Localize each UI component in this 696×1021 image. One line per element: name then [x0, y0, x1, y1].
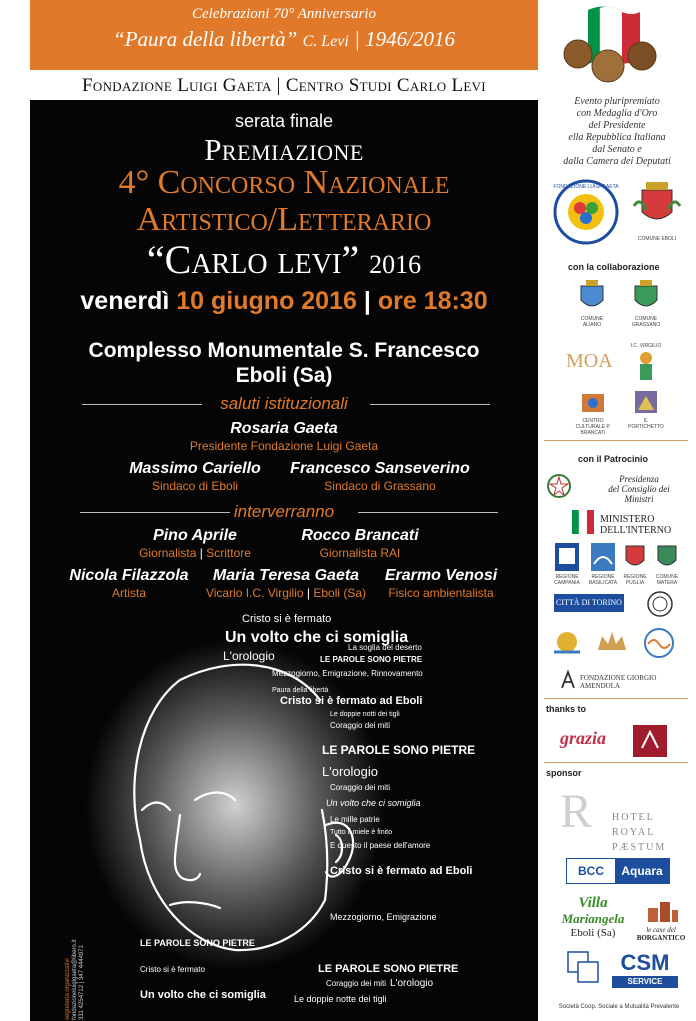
- speaker-rosaria-gaeta: [130, 420, 438, 453]
- portrait-word: Un volto che ci somiglia: [140, 989, 266, 1001]
- portrait-word: L'orologio: [223, 649, 275, 663]
- medal-right-icon: [628, 42, 656, 70]
- speaker-erarmo-venosi: [376, 567, 506, 600]
- portrait-word: Le mille patrie: [330, 815, 380, 824]
- comune-matera-crest: [656, 542, 678, 572]
- sidebar-divider: [544, 440, 688, 441]
- portrait-word: Cristo si è fermato: [140, 965, 205, 974]
- paura-title: “Paura della libertà”: [113, 27, 298, 51]
- speaker-role: Sindaco di Eboli: [151, 479, 239, 493]
- campania-caption: REGIONE CAMPANIA: [554, 574, 580, 586]
- date-divider: |: [363, 287, 371, 315]
- portrait-word: LE PAROLE SONO PIETRE: [322, 743, 476, 757]
- sponsor-heading: sponsor: [546, 768, 582, 778]
- medal-award-text: Evento pluripremiato con Medaglia d'Oro del Presidente ella Repubblica Italiana dal Senato e dalla Camera dei Deputati: [563, 96, 671, 167]
- amendola-logo-icon: [560, 670, 576, 690]
- speaker-name: Maria Teresa Gaeta: [212, 567, 360, 584]
- portrait-word: Mezzogiorno, Emigrazione, Rinnovamento: [272, 669, 423, 678]
- centro-culturale-caption: CENTRO CULTURALE P. BRANCATI: [575, 418, 611, 436]
- medals-flag-graphic: [560, 2, 675, 90]
- case-borgantico-text: le case del BORGANTICO: [636, 926, 686, 942]
- ministero-interno-text: MINISTERO DELL'INTERNO: [600, 514, 672, 536]
- portichetto-logo: [634, 390, 658, 416]
- thanks-sponsor-logo: [632, 724, 668, 758]
- bcc-aquara-logo: [566, 858, 670, 884]
- csm-text: CSM: [620, 950, 670, 975]
- csm-service-text: SERVICE: [612, 976, 678, 988]
- basilicata-caption: REGIONE BASILICATA: [588, 574, 618, 586]
- event-title-artistico: Artistico/Letterario: [136, 201, 432, 238]
- centro-culturale-logo: [580, 392, 606, 416]
- fondazione-gaeta-logo: [552, 178, 620, 246]
- event-city: Eboli (Sa): [235, 364, 333, 387]
- comune-eboli-caption: COMUNE EBOLI: [637, 236, 677, 242]
- portrait-word: Mezzogiorno, Emigrazione: [330, 912, 437, 922]
- borgantico-logo-icon: [644, 898, 680, 924]
- speaker-rocco-brancati: [290, 527, 430, 560]
- interverranno-separator: [30, 502, 538, 524]
- event-title-carlo-levi: [30, 236, 538, 283]
- portrait-word: La soglia del deserto: [348, 643, 422, 652]
- speaker-name: Pino Aprile: [153, 527, 237, 544]
- portrait-word: Cristo si è fermato: [242, 613, 332, 625]
- virgilio-caption: I.C. VIRGILIO: [630, 343, 662, 349]
- interverranno-heading: interverranno: [230, 502, 338, 521]
- aquara-text: Aquara: [615, 859, 669, 883]
- speaker-nicola-filazzola: [64, 567, 194, 600]
- comune-aliano-crest: [578, 280, 606, 314]
- speaker-name: Francesco Sanseverino: [290, 460, 470, 477]
- matera-caption: COMUNE MATERA: [655, 574, 679, 586]
- portrait-word: Coraggio dei miti: [330, 783, 391, 792]
- speaker-maria-teresa-gaeta: [196, 567, 376, 600]
- presidenza-text: Presidenza del Consiglio dei Ministri: [608, 474, 670, 504]
- sidebar-divider: [544, 698, 688, 699]
- anniversary-banner: [30, 0, 538, 70]
- grassano-caption: COMUNE GRASSANO: [631, 316, 661, 328]
- contacts-block: [64, 940, 84, 1020]
- contacts-phones: 331 4254712 | 347 4444971: [79, 945, 85, 1020]
- regione-basilicata-crest: [590, 542, 616, 572]
- sponsor-logo-sun-icon: [550, 628, 584, 658]
- event-venue: Complesso Monumentale S. Francesco: [88, 339, 480, 362]
- anniversary-years: 1946/2016: [365, 27, 455, 51]
- speaker-role: Presidente Fondazione Luigi Gaeta: [189, 439, 379, 453]
- csm-squares-logo-icon: [566, 950, 606, 990]
- event-date-line: [30, 287, 538, 316]
- portichetto-caption: IL PORTICHETTO: [628, 418, 664, 430]
- contacts-email[interactable]: fondazioneluigigaeta@libero.it: [72, 939, 78, 1020]
- portrait-word: Coraggio dei miti: [330, 721, 391, 730]
- repubblica-emblem-icon: [546, 472, 572, 500]
- speaker-role: Fisico ambientalista: [388, 586, 494, 600]
- portrait-word: LE PAROLE SONO PIETRE: [320, 655, 423, 664]
- comune-eboli-crest: [632, 176, 682, 234]
- portrait-word: Tutto il miele è finito: [330, 829, 392, 836]
- paura-author: C. Levi: [302, 33, 349, 50]
- regione-campania-crest: [554, 542, 580, 572]
- event-title-concorso: 4° Concorso Nazionale: [118, 164, 450, 201]
- saluti-heading: saluti istituzionali: [216, 394, 352, 413]
- comune-grassano-crest: [632, 280, 660, 314]
- seal-logo-icon: [646, 590, 674, 618]
- speaker-role: Giornalista RAI: [319, 546, 401, 560]
- ic-virgilio-logo: [634, 350, 658, 384]
- speaker-massimo-cariello: [110, 460, 280, 493]
- speaker-name: Rocco Brancati: [301, 527, 419, 544]
- hotel-monogram: R: [560, 785, 593, 838]
- carlo-levi-year: 2016: [369, 250, 422, 279]
- sponsor-logo-crown-icon: [594, 628, 630, 658]
- speaker-role: Vicario I.C. Virgilio | Eboli (Sa): [205, 586, 367, 600]
- portrait-word: LE PAROLE SONO PIETRE: [140, 938, 255, 948]
- portrait-word: L'orologio: [390, 978, 434, 989]
- medal-left-icon: [564, 40, 592, 68]
- thanks-heading: thanks to: [546, 704, 587, 714]
- saluti-separator: [30, 394, 538, 416]
- celebration-line: Celebrazioni 70° Anniversario: [191, 6, 377, 22]
- speaker-role: Artista: [111, 586, 146, 600]
- bcc-text: BCC: [567, 859, 615, 883]
- portrait-word: Paura della libertà: [272, 687, 329, 694]
- speaker-name: Massimo Cariello: [129, 460, 261, 477]
- puglia-caption: REGIONE PUGLIA: [623, 574, 647, 586]
- foundation-banner: Fondazione Luigi Gaeta | Centro Studi Carlo Levi: [30, 70, 538, 100]
- event-subtitle: serata finale: [234, 111, 334, 131]
- speaker-pino-aprile: [130, 527, 260, 560]
- event-day: venerdì: [80, 287, 170, 315]
- carlo-levi-text: “Carlo levi”: [146, 237, 360, 282]
- moa-logo: MOA: [566, 350, 613, 372]
- citta-torino-logo: CITTÀ DI TORINO: [554, 594, 624, 612]
- portrait-word: Un volto che ci somiglia: [326, 798, 421, 808]
- regione-puglia-crest: [624, 542, 646, 572]
- portrait-word: LE PAROLE SONO PIETRE: [318, 963, 459, 975]
- aliano-caption: COMUNE ALIANO: [580, 316, 604, 328]
- event-date: 10 giugno 2016: [176, 287, 357, 315]
- medal-center-icon: [592, 50, 624, 82]
- villa-mariangela-logo: Villa Mariangela Eboli (Sa): [561, 895, 625, 939]
- event-title-premiazione: Premiazione: [204, 132, 364, 167]
- portrait-word: Cristo si è fermato ad Eboli: [280, 695, 423, 707]
- grazia-hotel-logo: grazia: [560, 728, 607, 748]
- speaker-name: Nicola Filazzola: [69, 567, 189, 584]
- speaker-role: Sindaco di Grassano: [324, 479, 436, 493]
- csm-caption: Società Coop. Sociale a Mutualità Prevalente: [558, 1004, 680, 1010]
- portrait-word: E questo il paese dell'amore: [330, 841, 431, 850]
- portrait-word: Le doppie notte dei tigli: [294, 994, 387, 1004]
- speaker-francesco-sanseverino: [280, 460, 480, 493]
- sponsor-logo-wave-icon: [640, 626, 678, 660]
- ministero-flag-icon: [572, 510, 594, 534]
- speaker-role: Giornalista | Scrittore: [139, 546, 251, 560]
- event-time: ore 18:30: [377, 287, 488, 315]
- portrait-word: L'orologio: [322, 764, 378, 779]
- speaker-name: Erarmo Venosi: [384, 567, 498, 584]
- sidebar-divider: [544, 762, 688, 763]
- portrait-word: Un volto che ci somiglia: [225, 629, 409, 646]
- svg-text:FONDAZIONE LUIGI GAETA: FONDAZIONE LUIGI GAETA: [553, 184, 619, 190]
- portrait-word: Cristo si è fermato ad Eboli: [330, 865, 473, 877]
- contacts-line1: segreteria organizzativi: [65, 958, 71, 1020]
- portrait-word: Le doppie notti dei tigli: [330, 711, 400, 718]
- collab-heading: con la collaborazione: [568, 262, 660, 272]
- speaker-name: Rosaria Gaeta: [230, 420, 338, 437]
- hotel-royal-paestum-text: HOTEL ROYAL PÆSTUM: [612, 812, 667, 853]
- paura-line: “Paura della libertà” C. Levi | 1946/2016: [113, 27, 455, 51]
- portrait-word: Coraggio dei miti: [326, 979, 387, 988]
- fondazione-amendola-text: FONDAZIONE GIORGIO AMENDOLA: [580, 674, 657, 690]
- patrocinio-heading: con il Patrocinio: [578, 454, 649, 464]
- carlo-levi-portrait: [30, 600, 538, 1021]
